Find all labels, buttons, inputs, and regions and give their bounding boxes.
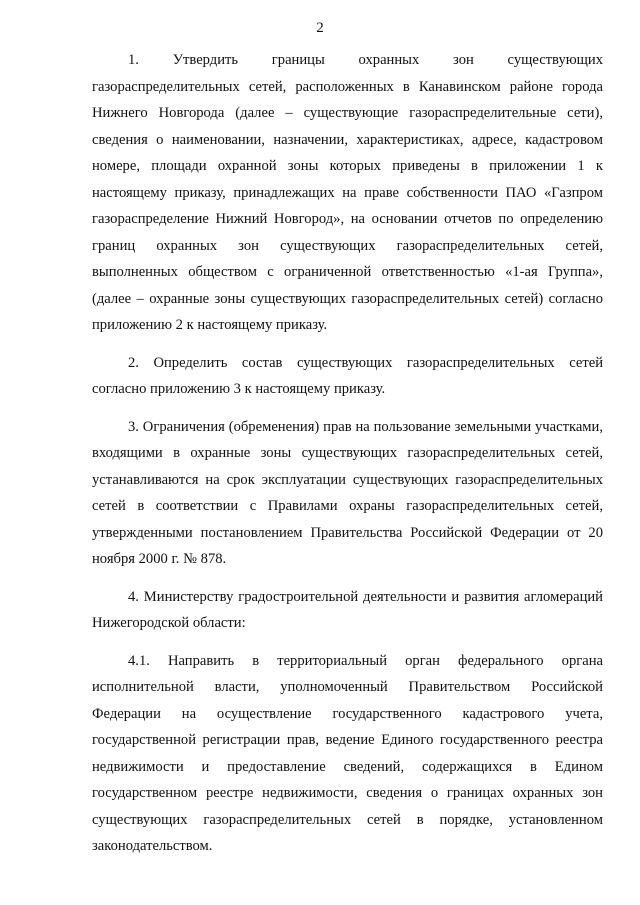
- paragraph-4: 4. Министерству градостроительной деятельности и развития агломераций Нижегородской области:: [92, 588, 603, 631]
- paragraph-4-1: 4.1. Направить в территориальный орган федерального органа исполнительной власти, уполномоченный Правительством Российской Федерации на осуществление государственного кадастрового учета, государственной регистрации прав, ведение Единого государственного реестра недвижимости и предоставление сведений, содержащихся в Едином государственном реестре недвижимости, сведения о границах охранных зон существующих газораспределительных сетей в порядке, установленном законодательством.: [92, 652, 603, 854]
- paragraph-3: 3. Ограничения (обременения) прав на пользование земельными участками, входящими в охранные зоны существующих газораспределительных сетей, устанавливаются на срок эксплуатации существующих газораспределительных сетей в соответствии с Правилами охраны газораспределительных сетей, утвержденными постановлением Правительства Российской Федерации от 20 ноября 2000 г. № 878.: [92, 418, 603, 567]
- paragraph-1: 1. Утвердить границы охранных зон существующих газораспределительных сетей, расположенных в Канавинском районе города Нижнего Новгорода (далее – существующие газораспределительные сети), сведения о наименовании, назначении, характеристиках, адресе, кадастровом номере, площади охранной зоны которых приведены в приложении 1 к настоящему приказу, принадлежащих на праве собственности ПАО «Газпром газораспределение Нижний Новгород», на основании отчетов по определению границ охранных зон существующих газораспределительных сетей, выполненных обществом с ограниченной ответственностью «1-ая Группа», (далее – охранные зоны существующих газораспределительных сетей) согласно приложению 2 к настоящему приказу.: [92, 52, 603, 333]
- document-body: [92, 47, 603, 860]
- page-number: 2: [316, 20, 324, 36]
- paragraph-2: 2. Определить состав существующих газораспределительных сетей согласно приложению 3 к настоящему приказу.: [92, 354, 603, 397]
